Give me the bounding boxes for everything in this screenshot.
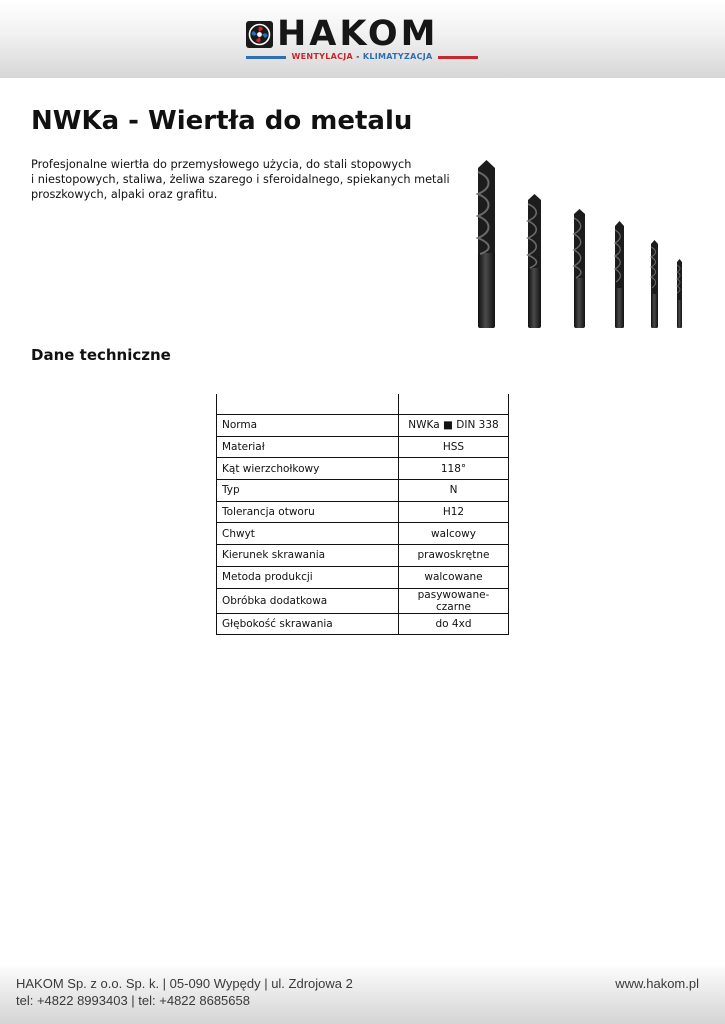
product-description: Profesjonalne wiertła do przemysłowego użycia, do stali stopowych i niestopowych, staliwa, żeliwa szarego i sferoidalnego, spiekanych metali proszkowych, alpaki oraz grafitu.	[31, 158, 450, 201]
tagline-separator: -	[353, 52, 363, 61]
spec-value: 118°	[399, 458, 509, 480]
table-row	[217, 501, 509, 523]
page-footer	[0, 963, 725, 1024]
table-row	[217, 545, 509, 567]
tagline-ventilation: WENTYLACJA	[291, 52, 354, 61]
company-address: HAKOM Sp. z o.o. Sp. k. | 05-090 Wypędy | ul. Zdrojowa 2	[16, 976, 353, 991]
spec-label: Kąt wierzchołkowy	[217, 458, 399, 480]
spec-value: walcowane	[399, 566, 509, 588]
table-header-row	[217, 394, 509, 415]
spec-label: Norma	[217, 415, 399, 437]
spec-value: walcowy	[399, 523, 509, 545]
drill-bit-6	[677, 259, 682, 328]
spec-value: NWKa ■ DIN 338	[399, 415, 509, 437]
spec-value: prawoskrętne	[399, 545, 509, 567]
drill-bit-3	[574, 209, 585, 328]
spec-label: Głębokość skrawania	[217, 613, 399, 635]
company-website: www.hakom.pl	[615, 976, 699, 991]
table-row	[217, 480, 509, 502]
spec-label: Kierunek skrawania	[217, 545, 399, 567]
company-phones: tel: +4822 8993403 | tel: +4822 8685658	[16, 993, 250, 1008]
table-row	[217, 436, 509, 458]
spec-value: HSS	[399, 436, 509, 458]
spec-value: do 4xd	[399, 613, 509, 635]
table-row	[217, 415, 509, 437]
spec-label: Materiał	[217, 436, 399, 458]
spec-value: H12	[399, 501, 509, 523]
hakom-logo	[246, 14, 478, 62]
spec-value: pasywowane-czarne	[399, 588, 509, 613]
spec-label: Metoda produkcji	[217, 566, 399, 588]
table-header-cell	[399, 394, 509, 415]
spec-value: N	[399, 480, 509, 502]
fan-logo-icon	[246, 21, 273, 48]
technical-data-table	[216, 394, 509, 635]
drill-bit-2	[528, 194, 541, 328]
spec-label: Tolerancja otworu	[217, 501, 399, 523]
tagline-air-conditioning: KLIMATYZACJA	[362, 52, 433, 61]
drill-bit-5	[651, 240, 658, 328]
table-row	[217, 458, 509, 480]
logo-wordmark: HAKOM	[277, 14, 439, 54]
table-row	[217, 523, 509, 545]
table-row	[217, 588, 509, 613]
page-title: NWKa - Wiertła do metalu	[31, 106, 413, 136]
drill-bit-4	[615, 221, 624, 328]
table-row	[217, 613, 509, 635]
table-row	[217, 566, 509, 588]
section-title-technical-data: Dane techniczne	[31, 346, 171, 364]
table-header-cell	[217, 394, 399, 415]
spec-label: Typ	[217, 480, 399, 502]
drill-bits-image	[470, 158, 695, 330]
spec-label: Chwyt	[217, 523, 399, 545]
logo-tagline	[246, 51, 478, 62]
spec-label: Obróbka dodatkowa	[217, 588, 399, 613]
page-header	[0, 0, 725, 78]
drill-bit-1	[478, 160, 495, 328]
